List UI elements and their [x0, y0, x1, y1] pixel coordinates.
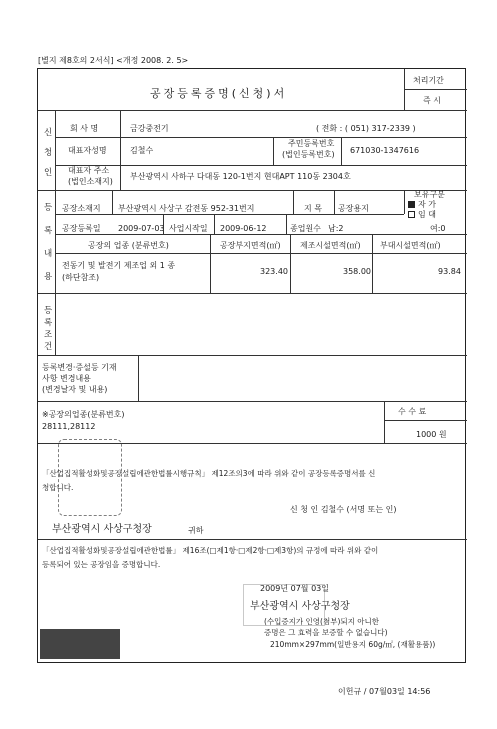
- processing-label: 처리기간: [413, 76, 444, 85]
- codes-value: 28111,28112: [42, 422, 96, 431]
- start-value: 2009-06-12: [220, 224, 267, 233]
- industry-line-1: 전동기 및 발전기 제조업 외 1 종: [62, 261, 176, 270]
- fee-value: 1000 원: [416, 430, 447, 439]
- certificate-date: 2009년 07월 03일: [260, 584, 329, 593]
- factory-loc-value: 부산광역시 사상구 감전동 952-31번지: [118, 204, 255, 213]
- land-label: 지 목: [304, 204, 322, 213]
- cond-side-1: 등: [44, 306, 53, 316]
- workers-label: 종업원수: [290, 224, 321, 233]
- addr-label-2: (법인소재지): [68, 177, 113, 186]
- col-site-area: 공장부지면적(㎡): [220, 241, 281, 250]
- certificate-form: [37, 68, 466, 663]
- reg-date-label: 공장등록일: [62, 224, 101, 233]
- certificate-note-2: 증명은 그 효력을 보증할 수 없습니다): [264, 628, 388, 637]
- applicant-side-3: 인: [44, 168, 53, 178]
- certificate-text-1: 「산업집적활성화및공장설립에관한법률」 제16조(□제1항·□제2항·□제3항)의 규정에 따라 위와 같이: [42, 546, 379, 555]
- reg-date-value: 2009-07-03: [118, 224, 165, 233]
- applicant-side-2: 청: [44, 148, 53, 158]
- codes-label: ※공장의업종(분류번호): [42, 410, 125, 419]
- col-fac-area: 제조시설면적(㎡): [300, 241, 361, 250]
- land-value: 공장용지: [338, 204, 369, 213]
- rep-label: 대표자성명: [68, 146, 107, 155]
- addr-value: 부산광역시 사하구 다대동 120-1번지 현대APT 110동 2304호: [130, 172, 351, 181]
- applicant-side-1: 신: [44, 128, 53, 138]
- application-recipient: 부산광역시 사상구청장: [52, 524, 152, 535]
- own-option-1: [408, 200, 436, 209]
- reg-side-4: 용: [44, 272, 53, 282]
- cond-side-3: 조: [44, 330, 53, 340]
- col-aux-area: 부대시설면적(㎡): [380, 241, 441, 250]
- fac-area-value: 358.00: [343, 267, 371, 276]
- cond-side-4: 건: [44, 342, 53, 352]
- addr-label-1: 대표자 주소: [68, 166, 110, 175]
- processing-value: 즉 시: [423, 96, 441, 105]
- paper-spec: 210mm×297mm(일반용지 60g/㎡, (재활용품)): [270, 640, 436, 649]
- print-stamp: 이헌규 / 07월03일 14:56: [338, 687, 431, 696]
- own-checkbox-1[interactable]: [408, 201, 415, 208]
- fee-label: 수 수 료: [398, 407, 427, 416]
- reg-side-2: 록: [44, 226, 53, 236]
- regno-label-2: (법인등록번호): [282, 150, 335, 159]
- redacted-block: [40, 629, 120, 659]
- certificate-issuer: 부산광역시 사상구청장: [250, 601, 350, 612]
- applicant-signature-line: 신 청 인 김철수 (서명 또는 인): [290, 505, 397, 514]
- application-text-2: 청합니다.: [42, 483, 74, 492]
- site-area-value: 323.40: [260, 267, 288, 276]
- rep-value: 김철수: [130, 146, 154, 155]
- factory-loc-label: 공장소재지: [62, 204, 101, 213]
- company-label: 회 사 명: [70, 124, 99, 133]
- start-label: 사업시작일: [169, 224, 208, 233]
- aux-area-value: 93.84: [438, 267, 461, 276]
- changes-label-3: (변경날자 및 내용): [42, 385, 108, 394]
- phone-value: ( 전화 : ( 051) 317-2339 ): [316, 124, 416, 133]
- application-recipient-suffix: 귀하: [188, 526, 204, 535]
- workers-male: 남:2: [328, 224, 344, 233]
- ownership-label: 보유구분: [414, 190, 445, 199]
- own-option-1-label: 자 가: [418, 200, 436, 209]
- form-title: 공장등록증명(신청)서: [150, 87, 288, 100]
- application-text-1: 「산업집적활성화및공장설립에관한법률시행규칙」 제12조의3에 따라 위와 같이 공장등록증명서를 신: [42, 469, 376, 478]
- col-industry: 공장의 업종 (분류번호): [88, 241, 169, 250]
- own-option-2-label: 임 대: [418, 210, 436, 219]
- regno-label-1: 주민등록번호: [288, 139, 335, 148]
- cond-side-2: 록: [44, 318, 53, 328]
- regno-value: 671030-1347616: [350, 146, 420, 155]
- industry-line-2: (하단참조): [62, 273, 100, 282]
- changes-label-2: 사항 변경내용: [42, 374, 91, 383]
- reg-side-1: 등: [44, 203, 53, 213]
- company-value: 금강중전기: [130, 124, 169, 133]
- certificate-note-1: (수입증지가 인영(첨부)되지 아니한: [264, 617, 379, 626]
- workers-female: 여:0: [430, 224, 446, 233]
- own-checkbox-2[interactable]: [408, 211, 415, 218]
- own-option-2: [408, 210, 436, 219]
- changes-label-1: 등록변경·증설등 기재: [42, 363, 117, 372]
- certificate-text-2: 등록되어 있는 공장임을 증명합니다.: [42, 560, 161, 569]
- form-id: [별지 제8호의 2서식] <개정 2008. 2. 5>: [38, 56, 189, 65]
- reg-side-3: 내: [44, 249, 53, 259]
